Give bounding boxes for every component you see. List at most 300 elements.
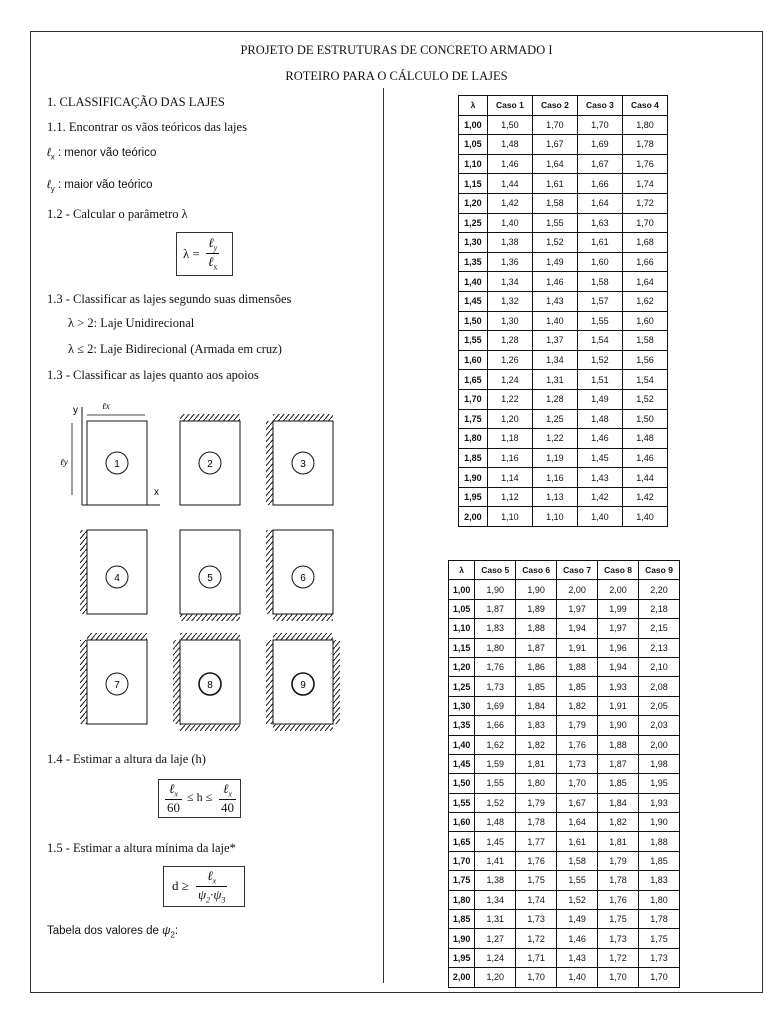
d-fraction: [196, 868, 227, 904]
table-cell: 1,73: [475, 677, 516, 696]
table-cell: 1,38: [487, 233, 532, 253]
table-row: [449, 871, 680, 890]
table-row: [449, 716, 680, 735]
table-cell: 1,70: [639, 968, 680, 987]
table-row: [459, 389, 668, 409]
table-row: [459, 213, 668, 233]
rule-unidirectional: λ > 2: Laje Unidirecional: [68, 316, 195, 330]
table-cell: 1,19: [532, 448, 577, 468]
table-cell: 1,05: [459, 135, 488, 155]
table-cell: 1,79: [516, 793, 557, 812]
table-cell: 1,60: [449, 813, 475, 832]
table-cell: 1,80: [639, 890, 680, 909]
case-6-label: 6: [300, 573, 306, 584]
table-cell: 1,75: [516, 871, 557, 890]
table-cell: 1,20: [449, 657, 475, 676]
table-row: [459, 370, 668, 390]
table-cell: 1,30: [449, 696, 475, 715]
table-cell: 1,14: [487, 468, 532, 488]
table-cell: 1,15: [449, 638, 475, 657]
table-cell: 1,91: [598, 696, 639, 715]
table-cell: 1,49: [577, 389, 622, 409]
lx-symbol: ℓ: [47, 147, 51, 159]
table-cell: 1,85: [516, 677, 557, 696]
table-row: [449, 813, 680, 832]
table-cell: 1,52: [475, 793, 516, 812]
table-cell: 1,10: [487, 507, 532, 527]
table-cell: 1,70: [557, 774, 598, 793]
table-cell: 1,88: [598, 735, 639, 754]
section-1-2-heading: 1.2 - Calcular o parâmetro λ: [47, 207, 188, 221]
table-cell: 1,73: [598, 929, 639, 948]
min-depth-formula: [163, 866, 245, 907]
h-left-den: 60: [167, 799, 180, 815]
table-cell: 1,61: [577, 233, 622, 253]
table-header-cell: Caso 2: [532, 96, 577, 116]
table-cell: 1,05: [449, 599, 475, 618]
table-cell: 1,43: [532, 291, 577, 311]
table-row: [459, 154, 668, 174]
table-cell: 1,40: [449, 735, 475, 754]
table-row: [459, 507, 668, 527]
table-cell: 1,93: [639, 793, 680, 812]
psi-dot: ·: [210, 886, 214, 902]
table-cell: 1,59: [475, 754, 516, 773]
table-row: [449, 851, 680, 870]
ly-dimension-label: ℓy: [60, 457, 68, 467]
table-cell: 1,41: [475, 851, 516, 870]
table-cell: 1,87: [598, 754, 639, 773]
table-cell: 1,76: [598, 890, 639, 909]
table-cell: 1,40: [557, 968, 598, 987]
table-cell: 1,75: [598, 910, 639, 929]
table-cell: 1,76: [475, 657, 516, 676]
table-cell: 1,89: [516, 599, 557, 618]
lambda-num-sub: y: [213, 243, 218, 253]
table-row: [449, 657, 680, 676]
table-cell: 1,28: [532, 389, 577, 409]
table-cell: 1,55: [577, 311, 622, 331]
table-cell: 1,86: [516, 657, 557, 676]
table-cell: 1,70: [622, 213, 667, 233]
axis-x-label: x: [154, 487, 159, 498]
table-cell: 1,66: [622, 252, 667, 272]
case-8-slab: [173, 633, 240, 731]
table-cell: 1,48: [622, 429, 667, 449]
table-cell: 1,90: [459, 468, 488, 488]
table-row: [459, 135, 668, 155]
table-cell: 1,74: [516, 890, 557, 909]
table-header-cell: Caso 4: [622, 96, 667, 116]
table-cell: 1,50: [622, 409, 667, 429]
section-1-3-supports-heading: 1.3 - Classificar as lajes quanto aos apoios: [47, 368, 259, 382]
lambda-table-cases-5-9: [448, 560, 680, 988]
table-cell: 1,79: [598, 851, 639, 870]
table-cell: 1,61: [557, 832, 598, 851]
table-cell: 1,45: [475, 832, 516, 851]
lx-sub: x: [50, 152, 55, 162]
table-row: [459, 311, 668, 331]
table-cell: 1,77: [516, 832, 557, 851]
section-1-4-heading: 1.4 - Estimar a altura da laje (h): [47, 752, 206, 766]
table-cell: 1,70: [532, 115, 577, 135]
table-cell: 1,76: [622, 154, 667, 174]
table-cell: 1,42: [622, 487, 667, 507]
table-cell: 1,48: [577, 409, 622, 429]
lambda-table-cases-1-4: [458, 95, 668, 527]
table-cell: 1,95: [449, 948, 475, 967]
table-row: [449, 619, 680, 638]
table-cell: 1,75: [449, 871, 475, 890]
table-cell: 1,90: [516, 580, 557, 599]
table-cell: 1,98: [639, 754, 680, 773]
table-cell: 1,79: [557, 716, 598, 735]
case-3-label: 3: [300, 459, 306, 470]
table-row: [459, 429, 668, 449]
table-cell: 1,52: [557, 890, 598, 909]
table-header-cell: Caso 3: [577, 96, 622, 116]
table-cell: 1,85: [449, 910, 475, 929]
case-7-label: 7: [114, 680, 120, 691]
table-cell: 1,52: [577, 350, 622, 370]
case-9-slab: [266, 633, 340, 731]
table-row: [449, 754, 680, 773]
table-header-cell: λ: [459, 96, 488, 116]
lambda-den-sub: x: [213, 262, 218, 272]
table-cell: 1,25: [449, 677, 475, 696]
section-1-5-heading: 1.5 - Estimar a altura mínima da laje*: [47, 841, 236, 855]
table-cell: 1,49: [557, 910, 598, 929]
table-cell: 1,49: [532, 252, 577, 272]
ly-label: : maior vão teórico: [57, 179, 153, 191]
table-cell: 1,54: [577, 331, 622, 351]
psi3-sub: 3: [221, 895, 226, 905]
table-cell: 1,80: [475, 638, 516, 657]
table-cell: 1,81: [516, 754, 557, 773]
table-header-cell: Caso 6: [516, 561, 557, 580]
table-cell: 1,62: [475, 735, 516, 754]
table-cell: 1,78: [516, 813, 557, 832]
table-cell: 1,64: [622, 272, 667, 292]
table-cell: 1,34: [532, 350, 577, 370]
table-cell: 1,57: [577, 291, 622, 311]
table-cell: 1,65: [459, 370, 488, 390]
table-row: [459, 409, 668, 429]
table-cell: 1,55: [532, 213, 577, 233]
table-cell: 1,68: [622, 233, 667, 253]
table-cell: 1,30: [487, 311, 532, 331]
table-header-cell: Caso 7: [557, 561, 598, 580]
table-cell: 1,55: [557, 871, 598, 890]
table-cell: 1,40: [577, 507, 622, 527]
table-cell: 1,45: [459, 291, 488, 311]
table-cell: 1,96: [598, 638, 639, 657]
case-6-slab: [266, 530, 333, 621]
table-cell: 1,55: [475, 774, 516, 793]
table-cell: 1,95: [639, 774, 680, 793]
table-cell: 1,63: [577, 213, 622, 233]
table-cell: 1,50: [449, 774, 475, 793]
table-cell: 1,42: [577, 487, 622, 507]
table-cell: 1,72: [622, 193, 667, 213]
table-cell: 1,16: [532, 468, 577, 488]
table-cell: 1,93: [598, 677, 639, 696]
table-row: [449, 890, 680, 909]
table-cell: 1,80: [459, 429, 488, 449]
table-row: [459, 487, 668, 507]
table-cell: 1,00: [449, 580, 475, 599]
table-cell: 1,80: [516, 774, 557, 793]
table-cell: 1,40: [487, 213, 532, 233]
case-5-slab: [180, 530, 240, 621]
table-cell: 1,83: [639, 871, 680, 890]
table-cell: 1,85: [639, 851, 680, 870]
psi-table-caption: [47, 925, 178, 939]
case-4-slab: [80, 530, 147, 614]
table-cell: 1,83: [475, 619, 516, 638]
table-cell: 1,73: [639, 948, 680, 967]
table-cell: 1,66: [577, 174, 622, 194]
table-cell: 1,40: [532, 311, 577, 331]
table-cell: 1,90: [598, 716, 639, 735]
table-cell: 1,70: [516, 968, 557, 987]
table-cell: 2,08: [639, 677, 680, 696]
table-cell: 1,46: [487, 154, 532, 174]
table-cell: 1,50: [487, 115, 532, 135]
column-divider: [383, 88, 384, 983]
table-row: [449, 832, 680, 851]
table-cell: 1,73: [516, 910, 557, 929]
psi3: ψ: [213, 886, 222, 902]
table-cell: 2,03: [639, 716, 680, 735]
table-cell: 1,46: [577, 429, 622, 449]
case-1-slab: [87, 421, 147, 505]
lx-definition: [47, 147, 156, 161]
table-cell: 2,15: [639, 619, 680, 638]
table-cell: 1,85: [557, 677, 598, 696]
table-cell: 1,74: [622, 174, 667, 194]
table-cell: 1,88: [639, 832, 680, 851]
table-row: [459, 115, 668, 135]
table-cell: 1,55: [459, 331, 488, 351]
lambda-num-l: ℓ: [208, 235, 214, 250]
table-cell: 1,20: [459, 193, 488, 213]
psi-caption-colon: :: [174, 925, 179, 937]
section-1-1-heading: 1.1. Encontrar os vãos teóricos das lajes: [47, 120, 247, 134]
table-cell: 1,76: [557, 735, 598, 754]
table-cell: 1,82: [516, 735, 557, 754]
table-cell: 1,82: [598, 813, 639, 832]
table-cell: 1,45: [449, 754, 475, 773]
table-cell: 1,25: [459, 213, 488, 233]
table-cell: 1,91: [557, 638, 598, 657]
table-cell: 2,05: [639, 696, 680, 715]
table-row: [449, 599, 680, 618]
table-cell: 1,16: [487, 448, 532, 468]
h-left-sub: x: [174, 789, 178, 799]
table-cell: 1,67: [557, 793, 598, 812]
d-lhs: d ≥: [172, 878, 189, 893]
table-cell: 1,90: [475, 580, 516, 599]
table-cell: 1,46: [532, 272, 577, 292]
case-4-label: 4: [114, 573, 120, 584]
table-cell: 1,43: [577, 468, 622, 488]
section-1-3-dimensions-heading: 1.3 - Classificar as lajes segundo suas dimensões: [47, 292, 292, 306]
h-left-fraction: [165, 781, 182, 816]
table-cell: 1,56: [622, 350, 667, 370]
table-cell: 1,82: [557, 696, 598, 715]
table-cell: 1,71: [516, 948, 557, 967]
table-cell: 1,90: [639, 813, 680, 832]
table-cell: 1,94: [557, 619, 598, 638]
table-cell: 2,00: [639, 735, 680, 754]
table-cell: 1,30: [459, 233, 488, 253]
table-cell: 1,70: [577, 115, 622, 135]
table-cell: 1,40: [622, 507, 667, 527]
table-row: [459, 291, 668, 311]
table-row: [449, 696, 680, 715]
table-cell: 1,72: [516, 929, 557, 948]
table-cell: 1,60: [459, 350, 488, 370]
table-cell: 1,46: [557, 929, 598, 948]
h-right-sub: x: [228, 789, 232, 799]
table-cell: 1,94: [598, 657, 639, 676]
table-row: [449, 793, 680, 812]
table-cell: 1,10: [449, 619, 475, 638]
ly-definition: [47, 179, 153, 193]
section-1-heading: 1. CLASSIFICAÇÃO DAS LAJES: [47, 95, 225, 109]
d-num: ℓ: [207, 868, 213, 883]
table-cell: 2,00: [598, 580, 639, 599]
support-cases-diagram: [60, 395, 350, 740]
table-cell: 1,18: [487, 429, 532, 449]
table-cell: 1,69: [475, 696, 516, 715]
table-cell: 1,50: [459, 311, 488, 331]
table-row: [449, 677, 680, 696]
table-cell: 1,35: [449, 716, 475, 735]
table-cell: 1,97: [598, 619, 639, 638]
table-cell: 1,84: [516, 696, 557, 715]
table-row: [449, 638, 680, 657]
table-row: [449, 910, 680, 929]
table-cell: 1,87: [475, 599, 516, 618]
table-cell: 2,00: [459, 507, 488, 527]
table-row: [459, 193, 668, 213]
table-row: [449, 929, 680, 948]
table-header-cell: Caso 8: [598, 561, 639, 580]
table-cell: 1,34: [475, 890, 516, 909]
table-cell: 1,67: [532, 135, 577, 155]
table-cell: 1,85: [598, 774, 639, 793]
table-row: [449, 774, 680, 793]
table-cell: 1,37: [532, 331, 577, 351]
table-row: [459, 350, 668, 370]
table-cell: 1,62: [622, 291, 667, 311]
table-cell: 2,10: [639, 657, 680, 676]
table-cell: 1,73: [557, 754, 598, 773]
table-cell: 2,18: [639, 599, 680, 618]
table-cell: 1,46: [622, 448, 667, 468]
lambda-formula: [176, 232, 233, 276]
table-cell: 1,10: [532, 507, 577, 527]
document-subtitle: ROTEIRO PARA O CÁLCULO DE LAJES: [285, 69, 508, 83]
psi-caption-symbol: ψ: [162, 925, 171, 937]
table-cell: 1,88: [557, 657, 598, 676]
table-cell: 1,00: [459, 115, 488, 135]
table-cell: 1,88: [516, 619, 557, 638]
table-cell: 1,80: [449, 890, 475, 909]
table-cell: 1,60: [577, 252, 622, 272]
d-num-sub: x: [212, 876, 217, 886]
table-cell: 1,40: [459, 272, 488, 292]
table-cell: 1,12: [487, 487, 532, 507]
table-cell: 1,97: [557, 599, 598, 618]
table-cell: 1,76: [516, 851, 557, 870]
table-cell: 1,85: [459, 448, 488, 468]
lambda-fraction: [206, 235, 219, 271]
h-right-num: ℓ: [223, 781, 229, 796]
table-cell: 1,70: [449, 851, 475, 870]
table-cell: 1,31: [532, 370, 577, 390]
table-cell: 2,20: [639, 580, 680, 599]
table-cell: 1,48: [475, 813, 516, 832]
table-cell: 1,45: [577, 448, 622, 468]
table-cell: 1,22: [532, 429, 577, 449]
table-cell: 1,44: [487, 174, 532, 194]
psi-caption-sub: 2: [170, 930, 175, 940]
psi2: ψ: [198, 886, 207, 902]
table-cell: 1,20: [475, 968, 516, 987]
psi2-sub: 2: [206, 895, 211, 905]
table-header-cell: λ: [449, 561, 475, 580]
table-cell: 1,26: [487, 350, 532, 370]
table-cell: 1,60: [622, 311, 667, 331]
table-header-cell: Caso 5: [475, 561, 516, 580]
table-cell: 1,90: [449, 929, 475, 948]
case-2-label: 2: [207, 459, 213, 470]
table-cell: 1,36: [487, 252, 532, 272]
table-row: [459, 448, 668, 468]
table-cell: 2,13: [639, 638, 680, 657]
table-row: [459, 233, 668, 253]
case-7-slab: [80, 633, 147, 724]
table-cell: 1,51: [577, 370, 622, 390]
table-cell: 1,99: [598, 599, 639, 618]
table-row: [459, 468, 668, 488]
table-cell: 1,35: [459, 252, 488, 272]
table-cell: 1,78: [598, 871, 639, 890]
case-5-label: 5: [207, 573, 213, 584]
lx-dimension-label: ℓx: [102, 401, 110, 411]
table-cell: 1,48: [487, 135, 532, 155]
height-formula: [158, 779, 241, 818]
table-cell: 1,43: [557, 948, 598, 967]
table-row: [449, 968, 680, 987]
table-cell: 1,61: [532, 174, 577, 194]
rule-bidirectional: λ ≤ 2: Laje Bidirecional (Armada em cruz): [68, 342, 282, 356]
table-cell: 1,24: [475, 948, 516, 967]
table-cell: 1,80: [622, 115, 667, 135]
table-cell: 1,58: [557, 851, 598, 870]
table-cell: 1,78: [622, 135, 667, 155]
table-row: [459, 252, 668, 272]
lambda-lhs: λ =: [183, 246, 200, 261]
table-cell: 1,52: [622, 389, 667, 409]
table-cell: 1,83: [516, 716, 557, 735]
table-cell: 1,22: [487, 389, 532, 409]
table-cell: 1,95: [459, 487, 488, 507]
table-cell: 1,52: [532, 233, 577, 253]
